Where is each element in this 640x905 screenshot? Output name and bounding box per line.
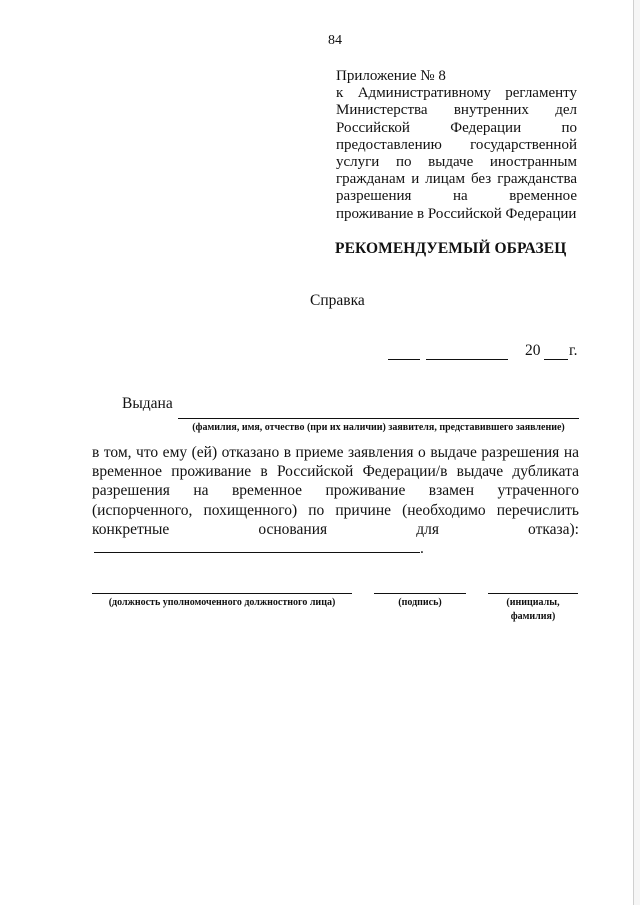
position-blank-line xyxy=(92,593,352,594)
initials-caption: (инициалы, фамилия) xyxy=(506,597,560,622)
day-blank xyxy=(388,359,420,360)
main-text-end: . xyxy=(420,540,424,558)
appendix-header xyxy=(336,68,577,223)
reason-blank-line xyxy=(94,539,420,553)
issued-caption: (фамилия, имя, отчество (при их наличии) заявителя, представившего заявление) xyxy=(192,422,565,433)
appendix-title: Приложение № 8 xyxy=(336,68,446,84)
appendix-body: к Административному регламенту Министерства внутренних дел Российской Федерации по предоставлению государственной услуги по выдаче иностранным гражданам и лицам без гражданства разрешения на временное проживание в Российской Федерации xyxy=(336,85,577,222)
signature-blank-line xyxy=(374,593,466,594)
year-prefix: 20 xyxy=(525,342,541,359)
position-caption: (должность уполномоченного должностного лица) xyxy=(108,597,336,608)
document-title: Справка xyxy=(310,292,365,309)
signature-caption: (подпись) xyxy=(398,597,442,608)
issued-blank-line xyxy=(178,418,579,419)
date-field xyxy=(388,342,588,362)
initials-blank-line xyxy=(488,593,578,594)
month-blank xyxy=(426,359,508,360)
page-number: 84 xyxy=(328,33,342,48)
scan-edge xyxy=(633,0,640,905)
year-suffix: г. xyxy=(569,342,578,359)
year-blank xyxy=(544,359,568,360)
main-text: в том, что ему (ей) отказано в приеме заявления о выдаче разрешения на временное проживание в Российской Федерации/в выдаче дубликата разрешения на временное проживание взамен утраченного (испорченного, похищенного) по причине (необходимо перечислить конкретные основания для отказа): xyxy=(92,444,579,538)
sample-label: РЕКОМЕНДУЕМЫЙ ОБРАЗЕЦ xyxy=(335,240,567,257)
issued-label: Выдана xyxy=(122,395,173,412)
main-text-block xyxy=(92,443,579,558)
